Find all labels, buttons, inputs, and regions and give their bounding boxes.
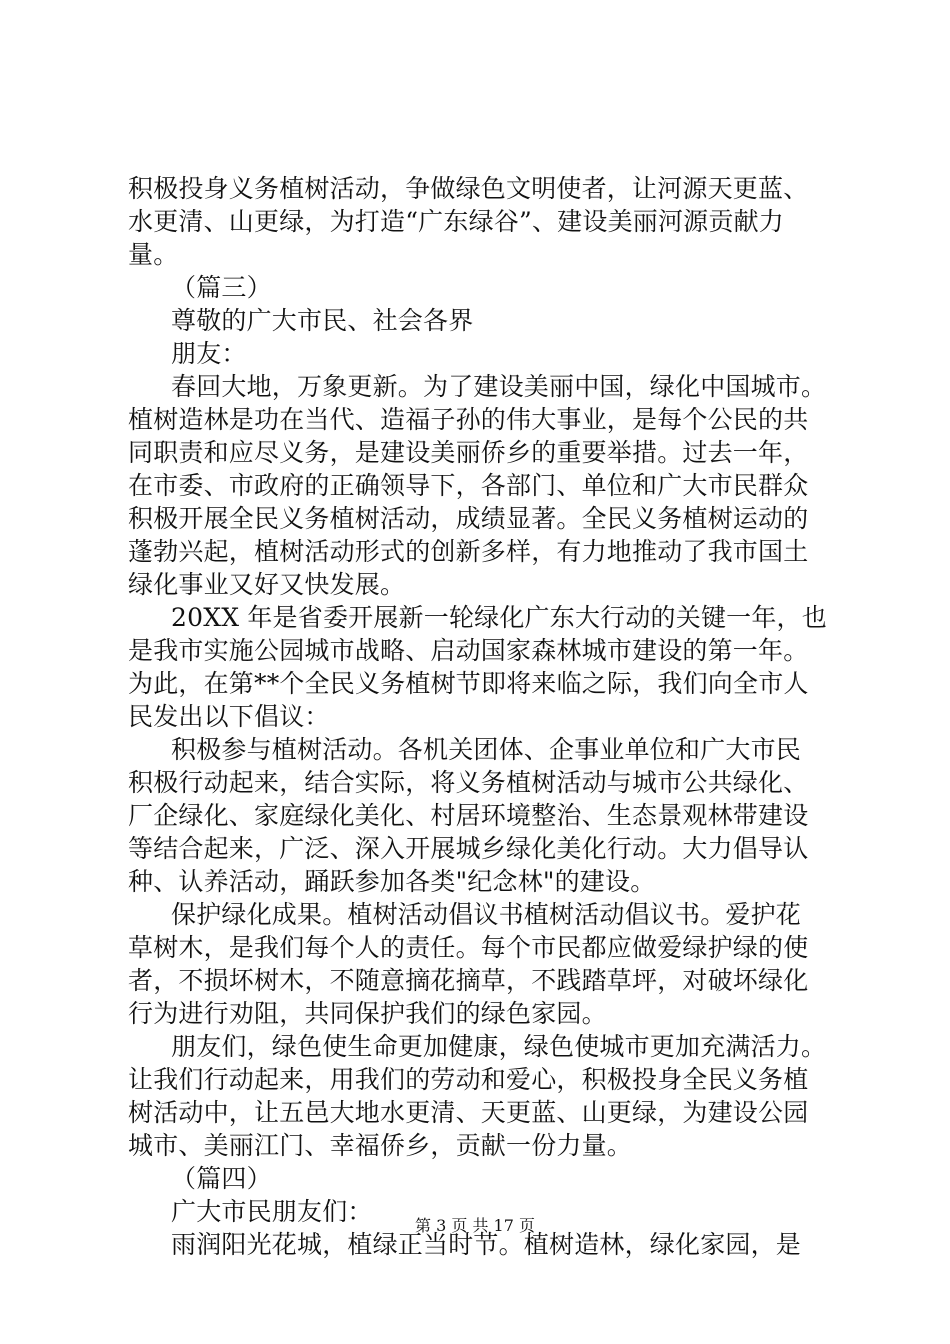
text-line: 草树木，是我们每个人的责任。每个市民都应做爱绿护绿的使 [128,933,809,962]
salutation-line: 朋友： [171,339,247,368]
page-footer [0,1216,950,1236]
text-line: 让我们行动起来，用我们的劳动和爱心，积极投身全民义务植 [128,1065,809,1094]
salutation-line: 广大市民朋友们： [171,1197,373,1226]
document-body [128,172,848,1261]
paragraph-start-line: 积极参与植树活动。各机关团体、企事业单位和广大市民 [171,735,802,764]
text-line: 树活动中，让五邑大地水更清、天更蓝、山更绿，为建设公园 [128,1098,809,1127]
text-line: 厂企绿化、家庭绿化美化、村居环境整治、生态景观林带建设 [128,801,809,830]
section-heading: （篇三） [171,273,272,302]
paragraph-start-line: 朋友们，绿色使生命更加健康，绿色使城市更加充满活力。 [171,1032,827,1061]
text-line: 城市、美丽江门、幸福侨乡，贡献一份力量。 [128,1131,633,1160]
text-line: 是我市实施公园城市战略、启动国家森林城市建设的第一年。 [128,636,809,665]
text-line: 种、认养活动，踊跃参加各类"纪念林"的建设。 [128,867,656,896]
section-heading: （篇四） [171,1164,272,1193]
text-line: 同职责和应尽义务，是建设美丽侨乡的重要举措。过去一年， [128,438,809,467]
text-line: 在市委、市政府的正确领导下，各部门、单位和广大市民群众 [128,471,809,500]
text-line: 积极行动起来，结合实际，将义务植树活动与城市公共绿化、 [128,768,809,797]
page-number: 第 3 页 共 17 页 [415,1216,535,1235]
salutation-line: 尊敬的广大市民、社会各界 [171,306,474,335]
text-line: 积极投身义务植树活动，争做绿色文明使者，让河源天更蓝、 [128,174,809,203]
text-line: 水更清、山更绿，为打造“广东绿谷”、建设美丽河源贡献力 [128,207,784,236]
paragraph-start-line: 保护绿化成果。植树活动倡议书植树活动倡议书。爱护花 [171,900,802,929]
text-line: 积极开展全民义务植树活动，成绩显著。全民义务植树运动的 [128,504,809,533]
text-line: 为此，在第**个全民义务植树节即将来临之际，我们向全市人 [128,669,809,698]
text-line: 蓬勃兴起，植树活动形式的创新多样，有力地推动了我市国土 [128,537,809,566]
text-line: 绿化事业又好又快发展。 [128,570,406,599]
text-line: 量。 [128,240,179,269]
text-line: 等结合起来，广泛、深入开展城乡绿化美化行动。大力倡导认 [128,834,809,863]
text-line: 者，不损坏树木，不随意摘花摘草，不践踏草坪，对破坏绿化 [128,966,809,995]
paragraph-start-line: 春回大地，万象更新。为了建设美丽中国，绿化中国城市。 [171,372,827,401]
paragraph-start-line: 雨润阳光花城，植绿正当时节。植树造林，绿化家园，是 [171,1230,802,1259]
text-line: 民发出以下倡议： [128,702,330,731]
paragraph-start-line: 20XX 年是省委开展新一轮绿化广东大行动的关键一年，也 [171,603,827,632]
text-line: 行为进行劝阻，共同保护我们的绿色家园。 [128,999,607,1028]
text-line: 植树造林是功在当代、造福子孙的伟大事业，是每个公民的共 [128,405,809,434]
